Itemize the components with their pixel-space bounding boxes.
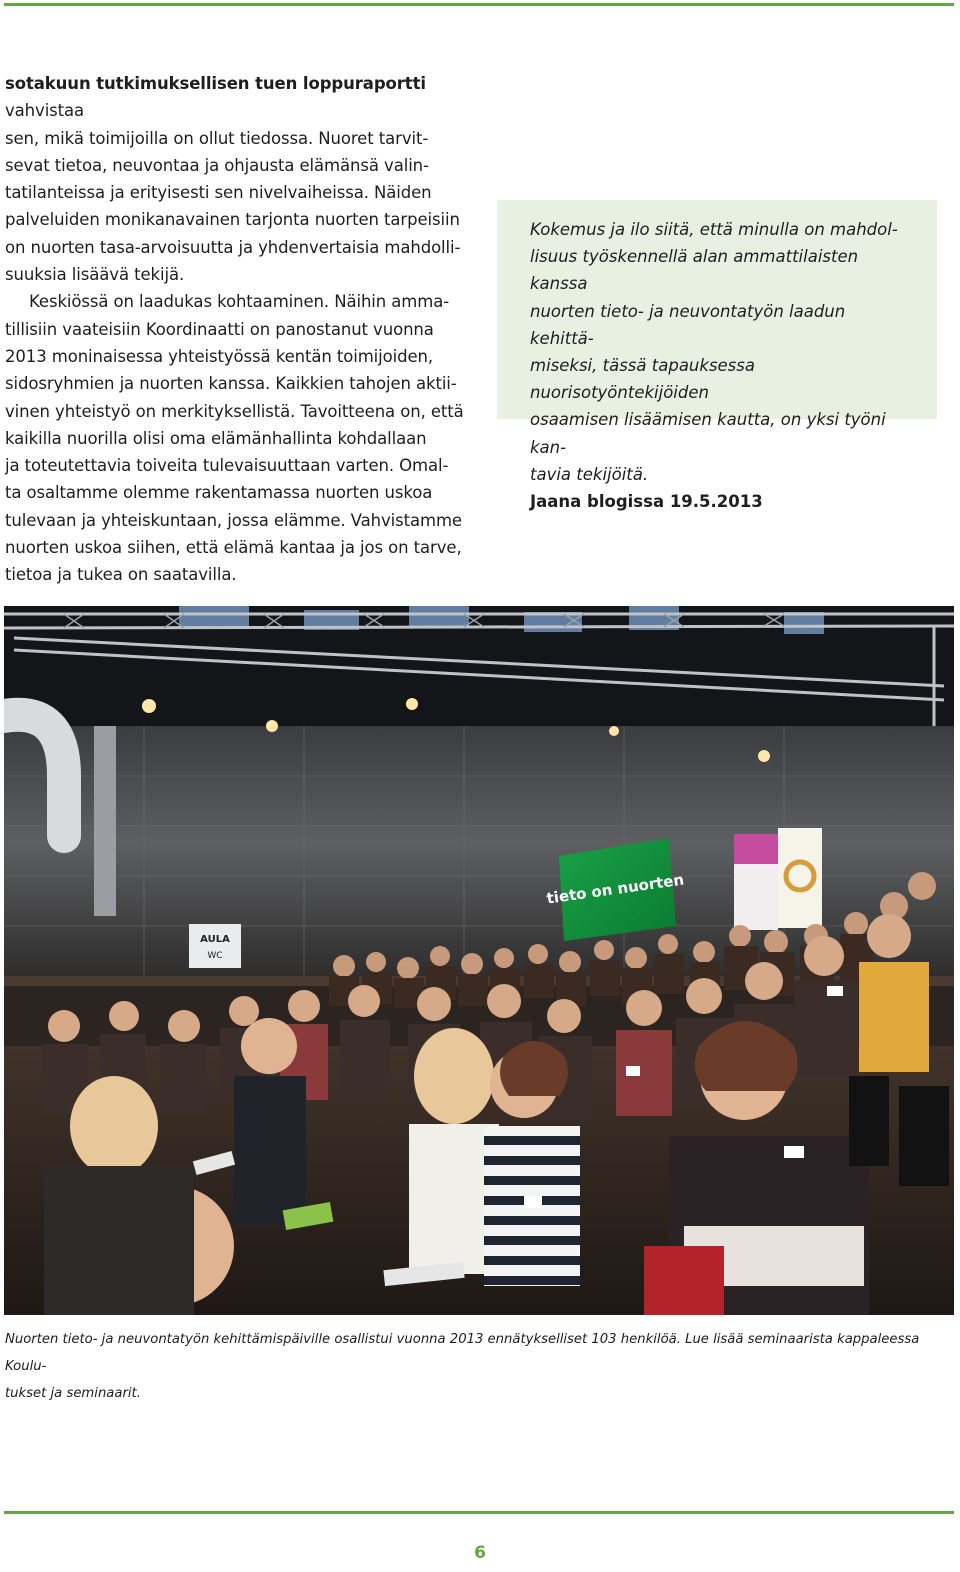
seminar-photo-illustration	[4, 606, 954, 1315]
quote-line: nuorten tieto- ja neuvontatyön laadun kehittä-	[530, 301, 846, 348]
quote-line: lisuus työskennellä alan ammattilaisten kanssa	[530, 247, 859, 294]
body-line: nuorten uskoa siihen, että elämä kantaa ja jos on tarve,	[5, 538, 462, 558]
body-text	[5, 70, 475, 589]
body-line: tatilanteissa ja erityisesti sen nivelvaiheissa. Näiden	[5, 183, 432, 203]
body-line: sen, mikä toimijoilla on ollut tiedossa. Nuoret tarvit-	[5, 128, 429, 148]
quote-line: osaamisen lisäämisen kautta, on yksi työni kan-	[530, 410, 886, 457]
body-line: 2013 moninaisessa yhteistyössä kentän toimijoiden,	[5, 346, 434, 366]
body-line: tillisiin vaateisiin Koordinaatti on panostanut vuonna	[5, 319, 434, 339]
aula-sign	[189, 924, 241, 968]
body-line: sevat tietoa, neuvontaa ja ohjausta elämänsä valin-	[5, 155, 429, 175]
quote-line: Kokemus ja ilo siitä, että minulla on mahdol-	[530, 220, 898, 239]
quote-line: miseksi, tässä tapauksessa nuorisotyöntekijöiden	[530, 356, 755, 403]
photo-caption	[5, 1326, 950, 1407]
seminar-photo	[4, 606, 954, 1315]
quote-line: tavia tekijöitä.	[530, 464, 649, 484]
top-rule	[4, 3, 954, 6]
body-line: ta osaltamme olemme rakentamassa nuorten uskoa	[5, 483, 433, 503]
body-line: ja toteutettavia toiveita tulevaisuuttaan varten. Omal-	[5, 456, 449, 476]
body-line: sotakuun tutkimuksellisen tuen loppuraportti vahvistaa	[5, 74, 426, 121]
body-line: tulevaan ja yhteiskuntaan, jossa elämme. Vahvistamme	[5, 510, 462, 530]
body-line: vinen yhteistyö on merkityksellistä. Tavoitteena on, että	[5, 401, 464, 421]
bottom-rule	[4, 1511, 954, 1514]
caption-line: Nuorten tieto- ja neuvontatyön kehittämispäiville osallistui vuonna 2013 ennätykselliset 103 henkilöä. Lue lisää seminaarista kappaleessa Koulu-	[5, 1332, 920, 1374]
quote-box	[497, 200, 937, 512]
aula-sign-sublabel: WC	[207, 951, 223, 961]
page-number: 6	[474, 1543, 486, 1563]
aula-sign-label: AULA	[200, 934, 230, 945]
body-line: tietoa ja tukea on saatavilla.	[5, 565, 237, 585]
body-line: suuksia lisäävä tekijä.	[5, 265, 185, 285]
green-banner-text: tieto on nuorten	[545, 870, 686, 908]
quote-author: Jaana blogissa 19.5.2013	[530, 492, 763, 512]
caption-line: tukset ja seminaarit.	[5, 1386, 141, 1401]
body-line: palveluiden monikanavainen tarjonta nuorten tarpeisiin	[5, 210, 460, 230]
body-line: on nuorten tasa-arvoisuutta ja yhdenvertaisia mahdolli-	[5, 237, 461, 257]
body-line: kaikilla nuorilla olisi oma elämänhallinta kohdallaan	[5, 428, 427, 448]
body-line: Keskiössä on laadukas kohtaaminen. Näihin amma-	[29, 292, 450, 312]
body-line: sidosryhmien ja nuorten kanssa. Kaikkien tahojen aktii-	[5, 374, 457, 394]
bold-phrase: sotakuun tutkimuksellisen tuen loppuraportti	[5, 74, 426, 93]
